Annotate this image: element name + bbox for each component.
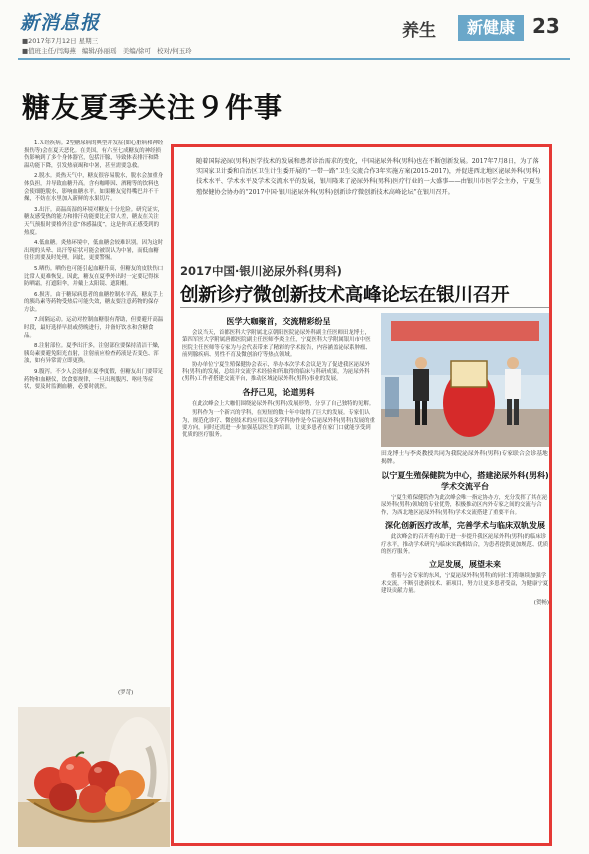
staff-credit: 美编/徐可 <box>122 47 151 55</box>
masthead <box>0 0 589 66</box>
page-number: 23 <box>532 14 560 38</box>
staff-credit: ■值班主任/闫海燕 <box>22 47 76 55</box>
section-heading: 以宁夏生殖保健院为中心，搭建泌尿外科(男科)学术交流平台 <box>381 471 549 491</box>
feature-paragraph: 在此次峰会上大咖们围绕泌尿外科(男科)发展形势，分享了自己独特的见解。 <box>192 400 375 407</box>
masthead-rule <box>18 58 570 60</box>
article-credit: (罗苛) <box>118 690 134 696</box>
feature-article-box <box>171 144 552 846</box>
feature-paragraph: 借着与会专家的东风，宁夏泌尿外科(男科)的同仁们将继续加强学术交流，不断引进新技术、新项目，努力让更多患者受益，为健康宁夏建设贡献力量。 <box>381 573 549 595</box>
feature-paragraph: 男科作为一个新兴的学科，在短短的数十年中取得了巨大的发展。专家们认为，规范化诊疗、微创技术的应用以及多学科协作是今后泌尿外科(男科)发展的重要方向，同时还需进一步加强基层医生的培训，让更多患者在家门口就能享受到优质的医疗服务。 <box>182 410 375 439</box>
newspaper-logo: 新消息报 <box>20 12 101 34</box>
ceremony-photo <box>381 313 549 447</box>
feature-title: 创新诊疗微创新技术高峰论坛在银川召开 <box>180 285 510 306</box>
section-heading: 立足发展，展望未来 <box>429 560 501 570</box>
fruit-bowl-photo <box>18 707 170 847</box>
column-badge: 新健康 <box>458 15 524 41</box>
feature-paragraph: 会议当天，首都医科大学附属北京朝阳医院泌尿外科副主任医师田龙博士，第四军医大学附属唐都医院副主任医师李炎主任，宁夏医科大学附属银川市中医医院主任医师等专家为与会代表带来了精彩的学术报告，内容涵盖泌尿系肿瘤、前列腺疾病、男性不育及微创治疗等热点领域。 <box>182 330 371 359</box>
feature-right-column <box>381 313 549 843</box>
staff-credit: 校对/何玉玲 <box>156 47 192 55</box>
article-paragraph: 4.低血糖。炎热环境中，低血糖会较难识别。因为这时出现的头晕、出汗等症状可能会被误认为中暑，而低血糖往往需要及时处理，因此，更要警惕。 <box>24 240 164 262</box>
staff-credits <box>22 46 196 55</box>
ceremony-illustration <box>381 313 549 447</box>
section-heading: 深化创新医疗改革，完善学术与临床双轨发展 <box>385 521 545 531</box>
left-article <box>24 140 164 680</box>
section-heading: 各抒己见，论道男科 <box>242 387 315 397</box>
feature-paragraph: 协办单位宁夏生殖保健协会表示，举办本次学术会议是为了促进我区泌尿外科(男科)的发展，总结并交流学术经验和所取得的临床与科研成果，为泌尿外科(男科)工作者搭建交流平台，推动区域泌尿外科(男科)事业的发展。 <box>182 361 370 383</box>
article-paragraph: 3.出汗。高温高湿的环境对糖友十分危险。研究证实，糖友感受热的能力和排汗功能要比正常人差，糖友在关注天气预报时要格外注意“体感温度”，这是你真正感受到的热度。 <box>24 206 164 236</box>
article-paragraph: 8.注射部位。夏季出汗多，注射部位要保持清洁干燥，胰岛素要避免阳光直射，注射前应检查药液是否变色、浑浊，如有异常需立即更换。 <box>24 343 164 365</box>
section-name: 养生 <box>402 21 436 41</box>
feature-paragraph: 此次峰会的召开将有助于进一步提升我区泌尿外科(男科)的临床诊疗水平，推动学术研究与临床实践相结合，为患者提供更加规范、优质的医疗服务。 <box>381 534 549 556</box>
section-heading: 医学大咖聚首，交流精彩纷呈 <box>226 317 331 326</box>
article-paragraph: 2.脱水。炎热天气中，糖友很容易脱水，脱水会加重身体负担，并导致血糖升高。含有咖啡因、酒精等的饮料也会使细胞脱水，影响血糖水平。如果糖友觉得嘴巴并不干燥，不妨在水里加入新鲜的水果切片。 <box>24 173 164 203</box>
event-title: 2017中国·银川泌尿外科(男科) <box>180 264 342 278</box>
feature-intro: 随着国际泌尿(男科)医学技术的发展和患者诊治需求的变化，中国泌尿外科(男科)也在不断创新发展。2017年7月8日，为了落实国家卫计委和自治区卫生计生委开展的“一带一路”卫生交流合作3年实施方案(2015-2017)，并促进西北地区泌尿外科(男科)技术水平、学术水平及学术交流水平的发展，银川隆来了泌尿外科(男科)医疗行业的一大盛事——由银川市医学会主办，宁夏生殖保健协会协办的“2017中国·银川泌尿外科(男科)创新诊疗微创新技术高峰论坛”在银川召开。 <box>196 158 542 196</box>
article-paragraph: 5.晒伤。晒伤也可能引起血糖升高，但糖友的皮肤伤口比常人更难恢复。因此，糖友在夏季外出时一定要记得抹防晒霜，打遮阳伞，并戴上太阳镜、遮阳帽。 <box>24 265 164 288</box>
feature-left-column <box>182 313 375 843</box>
feature-byline: (贺畅) <box>533 599 549 606</box>
title-rule <box>180 307 550 308</box>
article-paragraph: 9.腹泻。不少人会选择在夏季度假，但糖友出门要带足药物和血糖仪，饮食要规律，一旦出现腹泻、呕吐等症状，要及时监测血糖，必要时就医。 <box>24 369 164 391</box>
fruit-illustration <box>18 707 170 847</box>
article-paragraph: 1.Ｘ经疾病。2型糖尿病的典型并发症(如心脏病和神经损伤等)会在夏天恶化。在美国，有六至七成糖友的神经损伤影响到了多个身体器官，包括汗腺，导致体表排汗和降温功能下降，引发热衰竭和中暑，甚至需要急救。 <box>24 140 164 169</box>
article-paragraph: 7.间隔运动。运动对控制血糖很有帮助，但要避开高温时段，最好选择早晨或傍晚进行，并备好饮水和含糖食品。 <box>24 317 164 339</box>
photo-caption: 田龙博士与李炎教授共同为我院泌尿外科(男科)专家联合会诊基地揭牌。 <box>381 451 548 465</box>
staff-credit: 编辑/孙丽瑶 <box>81 47 117 55</box>
feature-paragraph: 宁夏生殖保健院作为此次峰会唯一指定协办方，充分发挥了其在泌尿外科(男科)领域的专业优势，积极推动区内外专家之间的交流与合作，为西北地区泌尿外科(男科)学术交流搭建了重要平台。 <box>381 495 548 516</box>
issue-date: ■2017年7月12日 星期三 <box>22 37 99 45</box>
page-headline: 糖友夏季关注９件事 <box>22 91 284 124</box>
article-paragraph: 6.损害。由于糖尿病患者的血糖控制水平高，糖友手上的胰岛素等药物受热后可能失效，糖友要注意药物的保存方法。 <box>24 291 164 313</box>
